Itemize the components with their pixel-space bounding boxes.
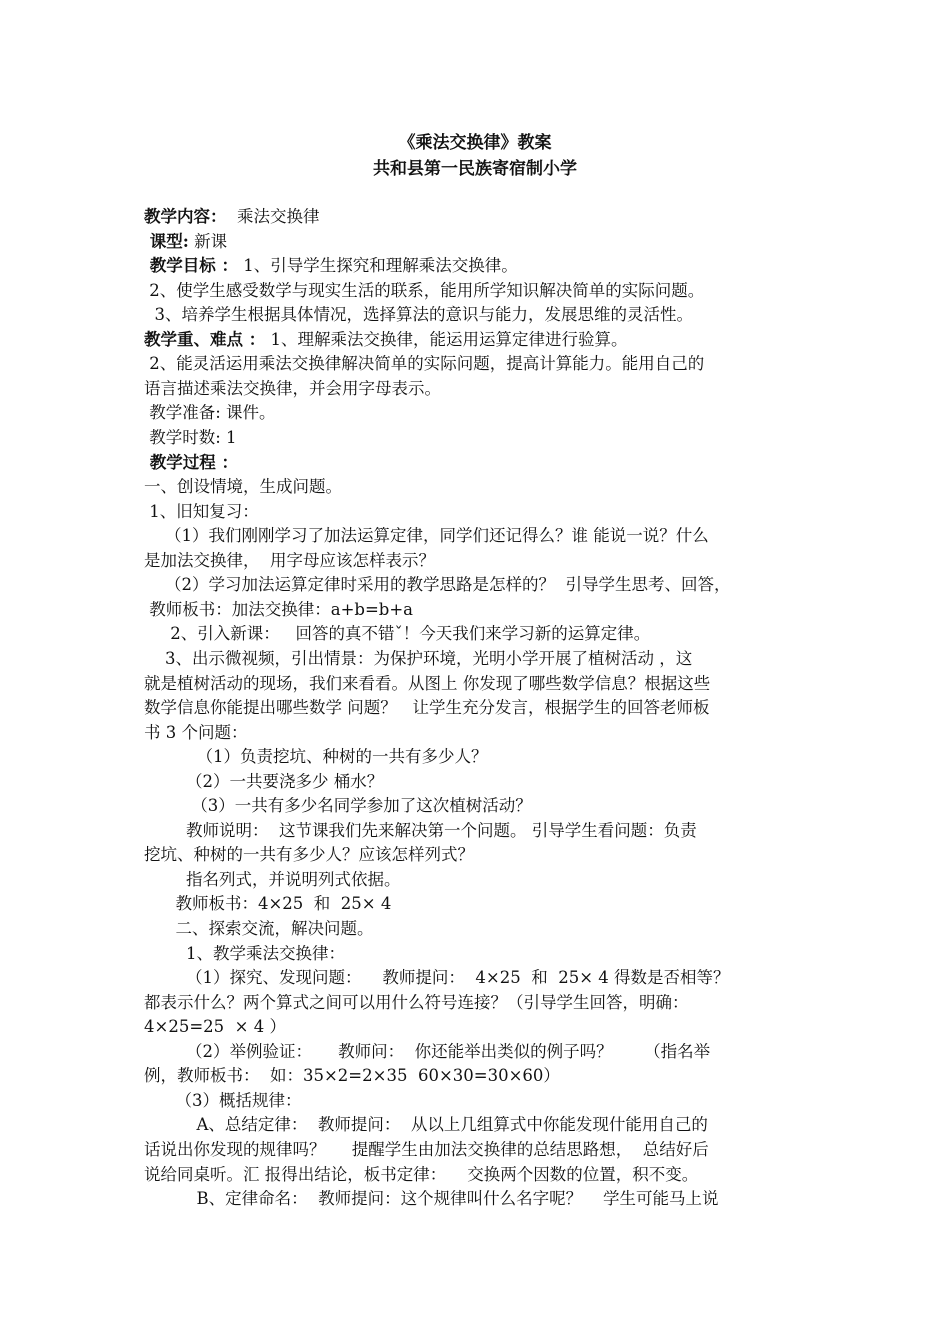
line-text: 例，教师板书： 如：35×2=2×35 60×30=30×60） <box>144 1066 560 1086</box>
line-text: 话说出你发现的规律吗？ 提醒学生由加法交换律的总结思路想， 总结好后 <box>144 1139 709 1159</box>
text-line <box>144 277 704 301</box>
line-text: 一、创设情境，生成问题。 <box>144 477 342 497</box>
text-line <box>144 1136 709 1160</box>
line-label: 教学过程 ： <box>144 452 238 472</box>
text-line <box>144 1087 301 1111</box>
line-text: （2）举例验证： 教师问： 你还能举出类似的例子吗？ （指名举 <box>144 1041 711 1061</box>
text-line <box>144 1038 710 1062</box>
document-title: 《乘法交换律》教案 <box>398 133 552 153</box>
text-line <box>144 424 237 448</box>
text-line <box>144 571 730 595</box>
text-line <box>144 449 238 473</box>
line-text: 书 3 个问题： <box>144 722 248 742</box>
line-text: （1）负责挖坑、种树的一共有多少人？ <box>144 747 488 767</box>
line-text: （1）探究、发现问题： 教师提问： 4×25 和 25× 4 得数是否相等？ <box>144 968 730 988</box>
line-text: 新课 <box>188 231 228 251</box>
line-text: （1）我们刚刚学习了加法运算定律，同学们还记得么？谁 能说一说？什么 <box>144 526 709 546</box>
line-text: 乘法交换律 <box>226 207 320 226</box>
line-text: 二、探索交流，解决问题。 <box>144 919 374 938</box>
line-text: A、总结定律： 教师提问： 从以上几组算式中你能发现什能用自己的 <box>144 1115 708 1135</box>
text-line <box>144 890 391 914</box>
line-label: 教学重、难点 ： <box>144 329 266 349</box>
text-line <box>144 522 709 546</box>
text-line <box>144 866 400 890</box>
text-line <box>144 915 373 939</box>
text-line <box>144 989 689 1013</box>
text-line <box>144 670 710 694</box>
line-text: 1、理解乘法交换律，能运用运算定律进行验算。 <box>265 329 628 349</box>
line-label: 教学目标 ： <box>144 256 238 276</box>
text-line <box>144 645 692 669</box>
line-text: B、定律命名： 教师提问：这个规律叫什么名字呢？ 学生可能马上说 <box>144 1189 719 1208</box>
line-text: 是加法交换律， 用字母应该怎样表示？ <box>144 550 435 570</box>
text-line <box>144 841 474 865</box>
text-line <box>144 1111 708 1135</box>
line-text: 4×25=25 × 4 ） <box>144 1017 286 1037</box>
line-text: 教师说明： 这节课我们先来解决第一个问题。 引导学生看问题：负责 <box>144 820 697 840</box>
text-line <box>144 547 435 571</box>
line-text: 1、旧知复习： <box>144 501 259 521</box>
line-text: 都表示什么？两个算式之间可以用什么符号连接？（引导学生回答，明确： <box>144 992 689 1012</box>
line-text: 就是植树活动的现场，我们来看看。从图上 你发现了哪些数学信息？根据这些 <box>144 673 711 693</box>
text-line <box>144 940 345 964</box>
text-line <box>144 350 704 374</box>
line-label: 课型: <box>144 231 189 251</box>
line-text: 2、使学生感受数学与现实生活的联系，能用所学知识解决简单的实际问题。 <box>144 280 705 300</box>
text-line <box>144 399 276 423</box>
text-line <box>144 620 650 644</box>
text-line <box>144 301 693 325</box>
text-line <box>144 203 320 227</box>
line-text: 语言描述乘法交换律，并会用字母表示。 <box>144 378 441 398</box>
line-text: （3）一共有多少名同学参加了这次植树活动？ <box>144 796 532 816</box>
line-text: 指名列式，并说明列式依据。 <box>144 869 401 889</box>
line-text: 教学时数: 1 <box>144 428 237 447</box>
text-line <box>144 1062 560 1086</box>
line-text: 2、引入新课： 回答的真不错ˇ！今天我们来学习新的运算定律。 <box>144 624 651 644</box>
line-text: 教师板书：加法交换律：a+b=b+a <box>144 599 414 619</box>
line-text: 1、引导学生探究和理解乘法交换律。 <box>238 256 518 276</box>
text-line <box>144 694 709 718</box>
text-line <box>144 1161 698 1185</box>
line-text: （2）一共要浇多少 桶水？ <box>144 771 384 791</box>
text-line <box>144 743 487 767</box>
text-line <box>144 473 342 497</box>
school-name: 共和县第一民族寄宿制小学 <box>373 159 577 179</box>
line-text: （3）概括规律： <box>144 1090 302 1110</box>
line-text: 1、教学乘法交换律： <box>144 943 345 963</box>
text-line <box>144 1013 286 1037</box>
text-line <box>144 792 532 816</box>
text-line <box>144 1185 719 1209</box>
text-line <box>144 719 248 743</box>
text-line <box>144 252 518 276</box>
line-text: 2、能灵活运用乘法交换律解决简单的实际问题，提高计算能力。能用自己的 <box>144 354 705 374</box>
text-line <box>144 228 227 252</box>
text-line <box>144 326 628 350</box>
line-text: 教学准备: 课件。 <box>144 403 276 423</box>
text-line <box>144 817 697 841</box>
line-text: 挖坑、种树的一共有多少人？应该怎样列式？ <box>144 845 474 865</box>
line-text: 3、出示微视频，引出情景：为保护环境，光明小学开展了植树活动 ，这 <box>144 648 693 668</box>
text-line <box>144 964 730 988</box>
line-text: 3、培养学生根据具体情况，选择算法的意识与能力，发展思维的灵活性。 <box>144 305 693 325</box>
line-label: 教学内容： <box>144 207 227 226</box>
text-line <box>144 375 441 399</box>
text-line <box>144 498 259 522</box>
line-text: 教师板书：4×25 和 25× 4 <box>144 894 392 914</box>
line-text: 说给同桌听。汇 报得出结论，板书定律： 交换两个因数的位置，积不变。 <box>144 1164 699 1184</box>
text-line <box>144 596 413 620</box>
text-line <box>144 768 383 792</box>
line-text: 数学信息你能提出哪些数学 问题？ 让学生充分发言，根据学生的回答老师板 <box>144 698 710 717</box>
line-text: （2）学习加法运算定律时采用的教学思路是怎样的？ 引导学生思考、回答， <box>144 575 731 595</box>
